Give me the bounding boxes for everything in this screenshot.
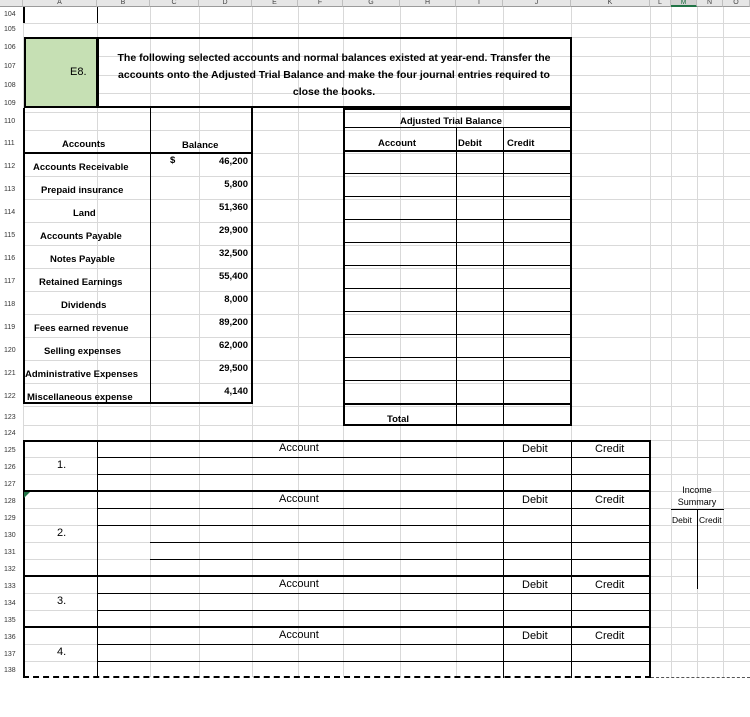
row-header[interactable]: 108: [0, 82, 23, 89]
journal-line: [97, 508, 650, 509]
row-header[interactable]: 110: [0, 118, 23, 125]
trial-balance-title: Adjusted Trial Balance: [400, 116, 502, 127]
journal-line: [23, 490, 651, 492]
cell-border: [97, 7, 98, 23]
column-header-l[interactable]: L: [650, 0, 671, 7]
trial-balance-line: [343, 219, 572, 220]
journal-line: [97, 474, 650, 475]
trial-balance-line: [503, 127, 504, 426]
account-balance[interactable]: 62,000: [218, 340, 248, 351]
row-header[interactable]: 122: [0, 393, 23, 400]
row-header[interactable]: 125: [0, 447, 23, 454]
account-name[interactable]: Notes Payable: [50, 254, 115, 265]
trial-balance-line: [343, 288, 572, 289]
journal-line: [97, 610, 650, 611]
row-header[interactable]: 124: [0, 430, 23, 437]
entry-debit-header: Debit: [522, 630, 548, 642]
account-name[interactable]: Fees earned revenue: [34, 323, 129, 334]
column-header-f[interactable]: F: [298, 0, 343, 7]
trial-balance-debit-header: Debit: [458, 138, 482, 149]
row-header[interactable]: 127: [0, 481, 23, 488]
row-header[interactable]: 129: [0, 515, 23, 522]
entry-account-header: Account: [279, 442, 319, 454]
row-header[interactable]: 111: [0, 140, 23, 147]
entry-credit-header: Credit: [595, 494, 625, 506]
account-name[interactable]: Miscellaneous expense: [27, 392, 133, 403]
row-header[interactable]: 135: [0, 617, 23, 624]
accounts-header: Accounts: [62, 139, 106, 150]
row-header[interactable]: 120: [0, 347, 23, 354]
row-header[interactable]: 134: [0, 600, 23, 607]
entry-debit-header: Debit: [522, 494, 548, 506]
journal-line: [97, 644, 650, 645]
entry-credit-header: Credit: [595, 443, 625, 455]
journal-line: [97, 457, 650, 458]
trial-balance-line: [456, 127, 457, 426]
row-header[interactable]: 104: [0, 11, 23, 18]
row-header[interactable]: 118: [0, 301, 23, 308]
account-balance[interactable]: 32,500: [218, 248, 248, 259]
income-summary-title-2: Summary: [677, 497, 717, 507]
account-balance[interactable]: 55,400: [218, 271, 248, 282]
trial-balance-line: [343, 380, 572, 381]
trial-balance-line: [343, 150, 572, 152]
entry-account-header: Account: [279, 629, 319, 641]
row-header[interactable]: 126: [0, 464, 23, 471]
column-header-c[interactable]: C: [150, 0, 199, 7]
income-summary-credit: Credit: [699, 515, 722, 525]
entry-number: 2.: [57, 527, 67, 539]
row-header[interactable]: 107: [0, 63, 23, 70]
account-name[interactable]: Accounts Receivable: [33, 162, 129, 173]
error-indicator[interactable]: [24, 492, 30, 498]
column-header-k[interactable]: K: [571, 0, 650, 7]
column-header-corner[interactable]: [0, 0, 23, 7]
page-break-line: [651, 677, 750, 678]
trial-balance-total: Total: [387, 414, 409, 425]
row-header[interactable]: 131: [0, 549, 23, 556]
column-header-i[interactable]: I: [456, 0, 503, 7]
account-balance[interactable]: 89,200: [218, 317, 248, 328]
column-header-g[interactable]: G: [343, 0, 400, 7]
trial-balance-line: [343, 265, 572, 266]
journal-line: [150, 542, 650, 543]
row-header[interactable]: 116: [0, 255, 23, 262]
income-summary-title-1: Income: [682, 485, 712, 495]
account-name[interactable]: Land: [73, 208, 96, 219]
account-balance[interactable]: 51,360: [218, 202, 248, 213]
journal-line: [97, 440, 98, 678]
balance-header: Balance: [182, 140, 219, 151]
row-header[interactable]: 121: [0, 370, 23, 377]
income-summary-debit: Debit: [672, 515, 692, 525]
trial-balance-line: [343, 403, 572, 405]
journal-line: [97, 525, 650, 526]
journal-line: [150, 559, 650, 560]
entry-number: 1.: [57, 459, 67, 471]
account-balance[interactable]: 5,800: [224, 179, 248, 190]
account-name[interactable]: Selling expenses: [44, 346, 122, 357]
column-header-m[interactable]: M: [671, 0, 697, 7]
column-header-e[interactable]: E: [252, 0, 298, 7]
table-header-line: [23, 152, 253, 154]
row-header[interactable]: 132: [0, 566, 23, 573]
entry-credit-header: Credit: [595, 579, 625, 591]
account-name[interactable]: Retained Earnings: [39, 277, 123, 288]
account-balance[interactable]: 29,900: [218, 225, 248, 236]
account-name[interactable]: Dividends: [61, 300, 107, 311]
entry-credit-header: Credit: [595, 630, 625, 642]
currency-symbol: $: [170, 155, 176, 166]
column-header-a[interactable]: A: [23, 0, 97, 7]
account-name[interactable]: Accounts Payable: [40, 231, 122, 242]
account-name[interactable]: Administrative Expenses: [25, 369, 138, 380]
trial-balance-line: [343, 127, 572, 128]
cell-border: [23, 7, 25, 23]
trial-balance-account-header: Account: [378, 138, 416, 149]
entry-number: 3.: [57, 595, 67, 607]
row-header[interactable]: 137: [0, 651, 23, 658]
trial-balance-line: [343, 311, 572, 312]
journal-line: [97, 661, 650, 662]
trial-balance-line: [343, 334, 572, 335]
account-balance[interactable]: 46,200: [218, 156, 248, 167]
entry-account-header: Account: [279, 493, 319, 505]
journal-line: [23, 626, 651, 628]
trial-balance-line: [343, 196, 572, 197]
column-header-d[interactable]: D: [199, 0, 252, 7]
row-header[interactable]: 138: [0, 667, 23, 674]
entry-account-header: Account: [279, 578, 319, 590]
column-header-h[interactable]: H: [400, 0, 456, 7]
account-name[interactable]: Prepaid insurance: [41, 185, 124, 196]
row-header[interactable]: 105: [0, 26, 23, 33]
column-header-b[interactable]: B: [97, 0, 150, 7]
entry-debit-header: Debit: [522, 579, 548, 591]
trial-balance-line: [343, 173, 572, 174]
journal-line: [23, 575, 651, 577]
row-header[interactable]: 109: [0, 100, 23, 107]
column-header-j[interactable]: J: [503, 0, 571, 7]
account-balance[interactable]: 8,000: [224, 294, 248, 305]
account-balance[interactable]: 29,500: [218, 363, 248, 374]
entry-number: 4.: [57, 646, 67, 658]
row-header[interactable]: 112: [0, 163, 23, 170]
trial-balance-credit-header: Credit: [507, 138, 535, 149]
gridline: [23, 23, 750, 24]
column-header-n[interactable]: N: [697, 0, 723, 7]
row-header[interactable]: 114: [0, 209, 23, 216]
row-header[interactable]: 119: [0, 324, 23, 331]
trial-balance-line: [343, 242, 572, 243]
trial-balance-frame: [343, 108, 572, 426]
entry-debit-header: Debit: [522, 443, 548, 455]
row-header[interactable]: 106: [0, 44, 23, 51]
row-header[interactable]: 136: [0, 634, 23, 641]
row-header[interactable]: 117: [0, 278, 23, 285]
column-header-o[interactable]: O: [723, 0, 750, 7]
t-account-line: [697, 509, 698, 589]
row-header[interactable]: 133: [0, 583, 23, 590]
row-header[interactable]: 130: [0, 532, 23, 539]
row-header[interactable]: 113: [0, 186, 23, 193]
trial-balance-line: [343, 357, 572, 358]
instructions-text: The following selected accounts and normal balances existed at year-end. Transfer the accounts onto the Adjusted Trial Balance and make the four journal entries required to close the books.: [117, 52, 551, 98]
row-header[interactable]: 115: [0, 232, 23, 239]
account-balance[interactable]: 4,140: [224, 386, 248, 397]
exercise-label: E8.: [70, 66, 87, 78]
row-header[interactable]: 123: [0, 414, 23, 421]
journal-line: [97, 593, 650, 594]
row-header[interactable]: 128: [0, 498, 23, 505]
